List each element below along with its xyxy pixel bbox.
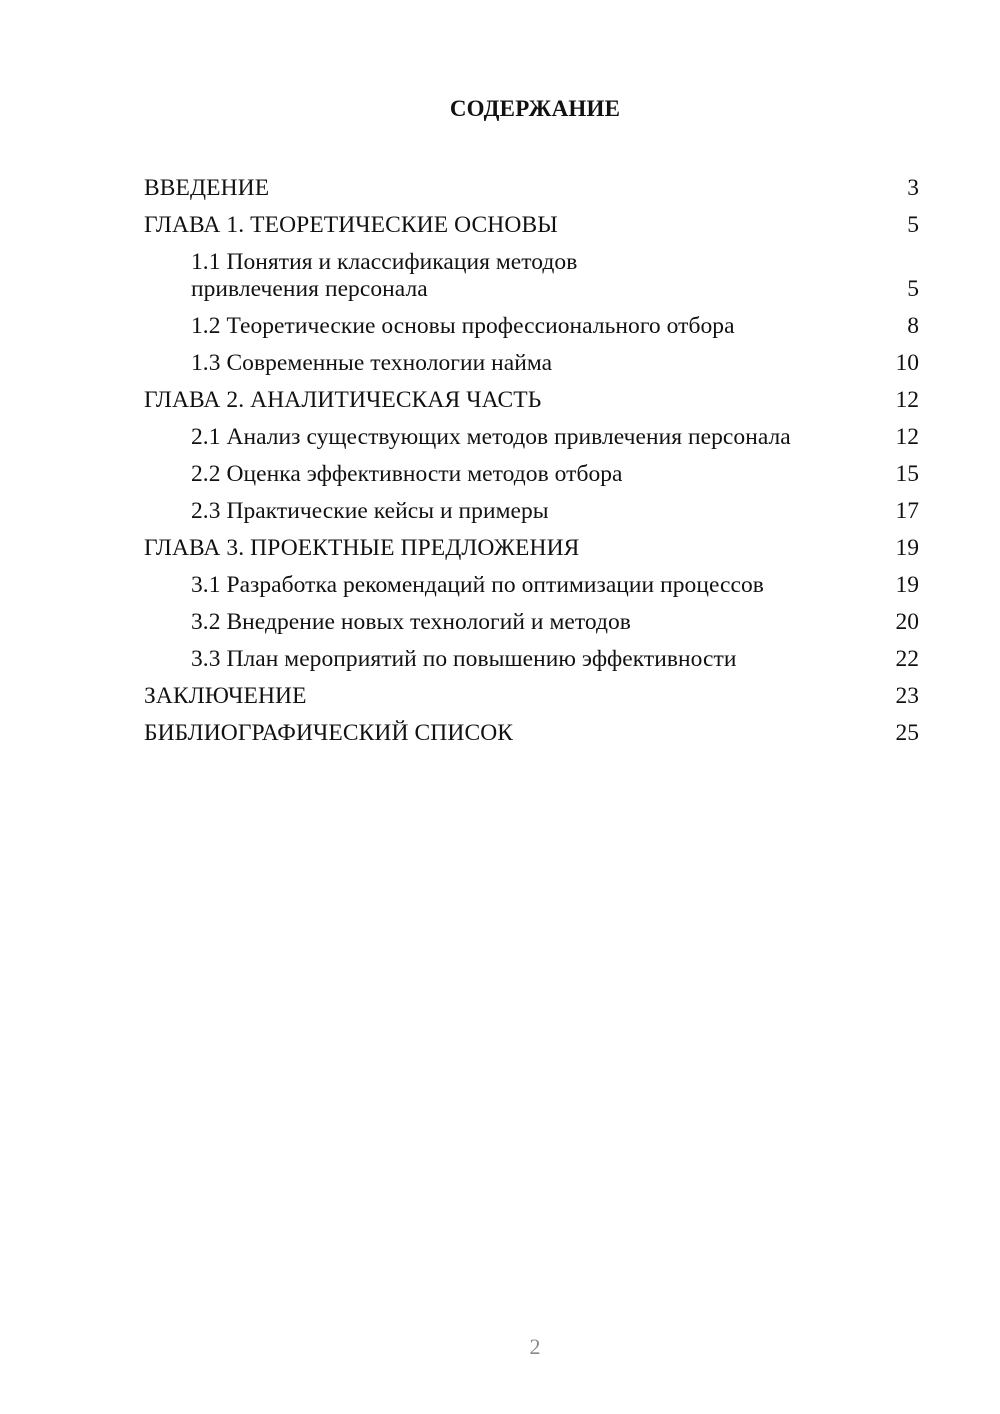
- toc-entry[interactable]: [144, 678, 919, 715]
- toc-entry-text: 3.3 План мероприятий по повышению эффективности: [191, 646, 737, 672]
- toc-entry-page: 22: [895, 646, 919, 672]
- toc-entry-text: ГЛАВА 2. АНАЛИТИЧЕСКАЯ ЧАСТЬ: [144, 387, 542, 413]
- toc-entry-page: 19: [895, 535, 919, 561]
- toc-entry-page: 19: [895, 572, 919, 598]
- toc-entry-text: БИБЛИОГРАФИЧЕСКИЙ СПИСОК: [144, 720, 514, 746]
- toc-entry[interactable]: [144, 345, 919, 382]
- page-number: 2: [529, 1334, 541, 1359]
- toc-title: СОДЕРЖАНИЕ: [449, 96, 621, 121]
- toc-entry-page: 20: [895, 609, 919, 635]
- toc-entry-page: 5: [907, 276, 919, 302]
- toc-entry-text: 3.2 Внедрение новых технологий и методов: [191, 609, 631, 635]
- toc-entry-text: 1.3 Современные технологии найма: [191, 350, 553, 376]
- toc-entry-page: 25: [895, 720, 919, 746]
- toc-entry[interactable]: [144, 207, 919, 244]
- toc-entry-page: 3: [907, 175, 919, 201]
- toc-entry-text: 3.1 Разработка рекомендаций по оптимизации процессов: [191, 572, 764, 598]
- toc-entry[interactable]: [144, 244, 919, 308]
- table-of-contents: [144, 170, 919, 752]
- toc-entry[interactable]: [144, 715, 919, 752]
- toc-entry-page: 12: [895, 387, 919, 413]
- toc-entry-text: ЗАКЛЮЧЕНИЕ: [144, 683, 307, 709]
- toc-entry[interactable]: [144, 170, 919, 207]
- toc-entry-text: ГЛАВА 1. ТЕОРЕТИЧЕСКИЕ ОСНОВЫ: [144, 212, 558, 238]
- toc-entry[interactable]: [144, 419, 919, 456]
- toc-entry-page: 23: [895, 683, 919, 709]
- toc-entry-text: 2.1 Анализ существующих методов привлечения персонала: [191, 424, 791, 450]
- toc-entry[interactable]: [144, 530, 919, 567]
- toc-entry-page: 12: [895, 424, 919, 450]
- toc-entry-page: 15: [895, 461, 919, 487]
- toc-entry-text: 1.1 Понятия и классификация методов привлечения персонала: [191, 249, 578, 302]
- toc-entry[interactable]: [144, 604, 919, 641]
- toc-entry-text: ГЛАВА 3. ПРОЕКТНЫЕ ПРЕДЛОЖЕНИЯ: [144, 535, 580, 561]
- toc-entry[interactable]: [144, 567, 919, 604]
- toc-entry-page: 17: [895, 498, 919, 524]
- toc-entry-text: 2.3 Практические кейсы и примеры: [191, 498, 549, 524]
- toc-entry-page: 8: [907, 313, 919, 339]
- toc-entry-page: 10: [895, 350, 919, 376]
- toc-entry-text: 1.2 Теоретические основы профессионального отбора: [191, 313, 735, 339]
- toc-entry-text: 2.2 Оценка эффективности методов отбора: [191, 461, 623, 487]
- toc-entry-text: ВВЕДЕНИЕ: [144, 175, 270, 201]
- toc-entry[interactable]: [144, 308, 919, 345]
- toc-entry[interactable]: [144, 641, 919, 678]
- toc-entry-page: 5: [907, 212, 919, 238]
- toc-entry[interactable]: [144, 493, 919, 530]
- toc-entry[interactable]: [144, 456, 919, 493]
- toc-entry[interactable]: [144, 382, 919, 419]
